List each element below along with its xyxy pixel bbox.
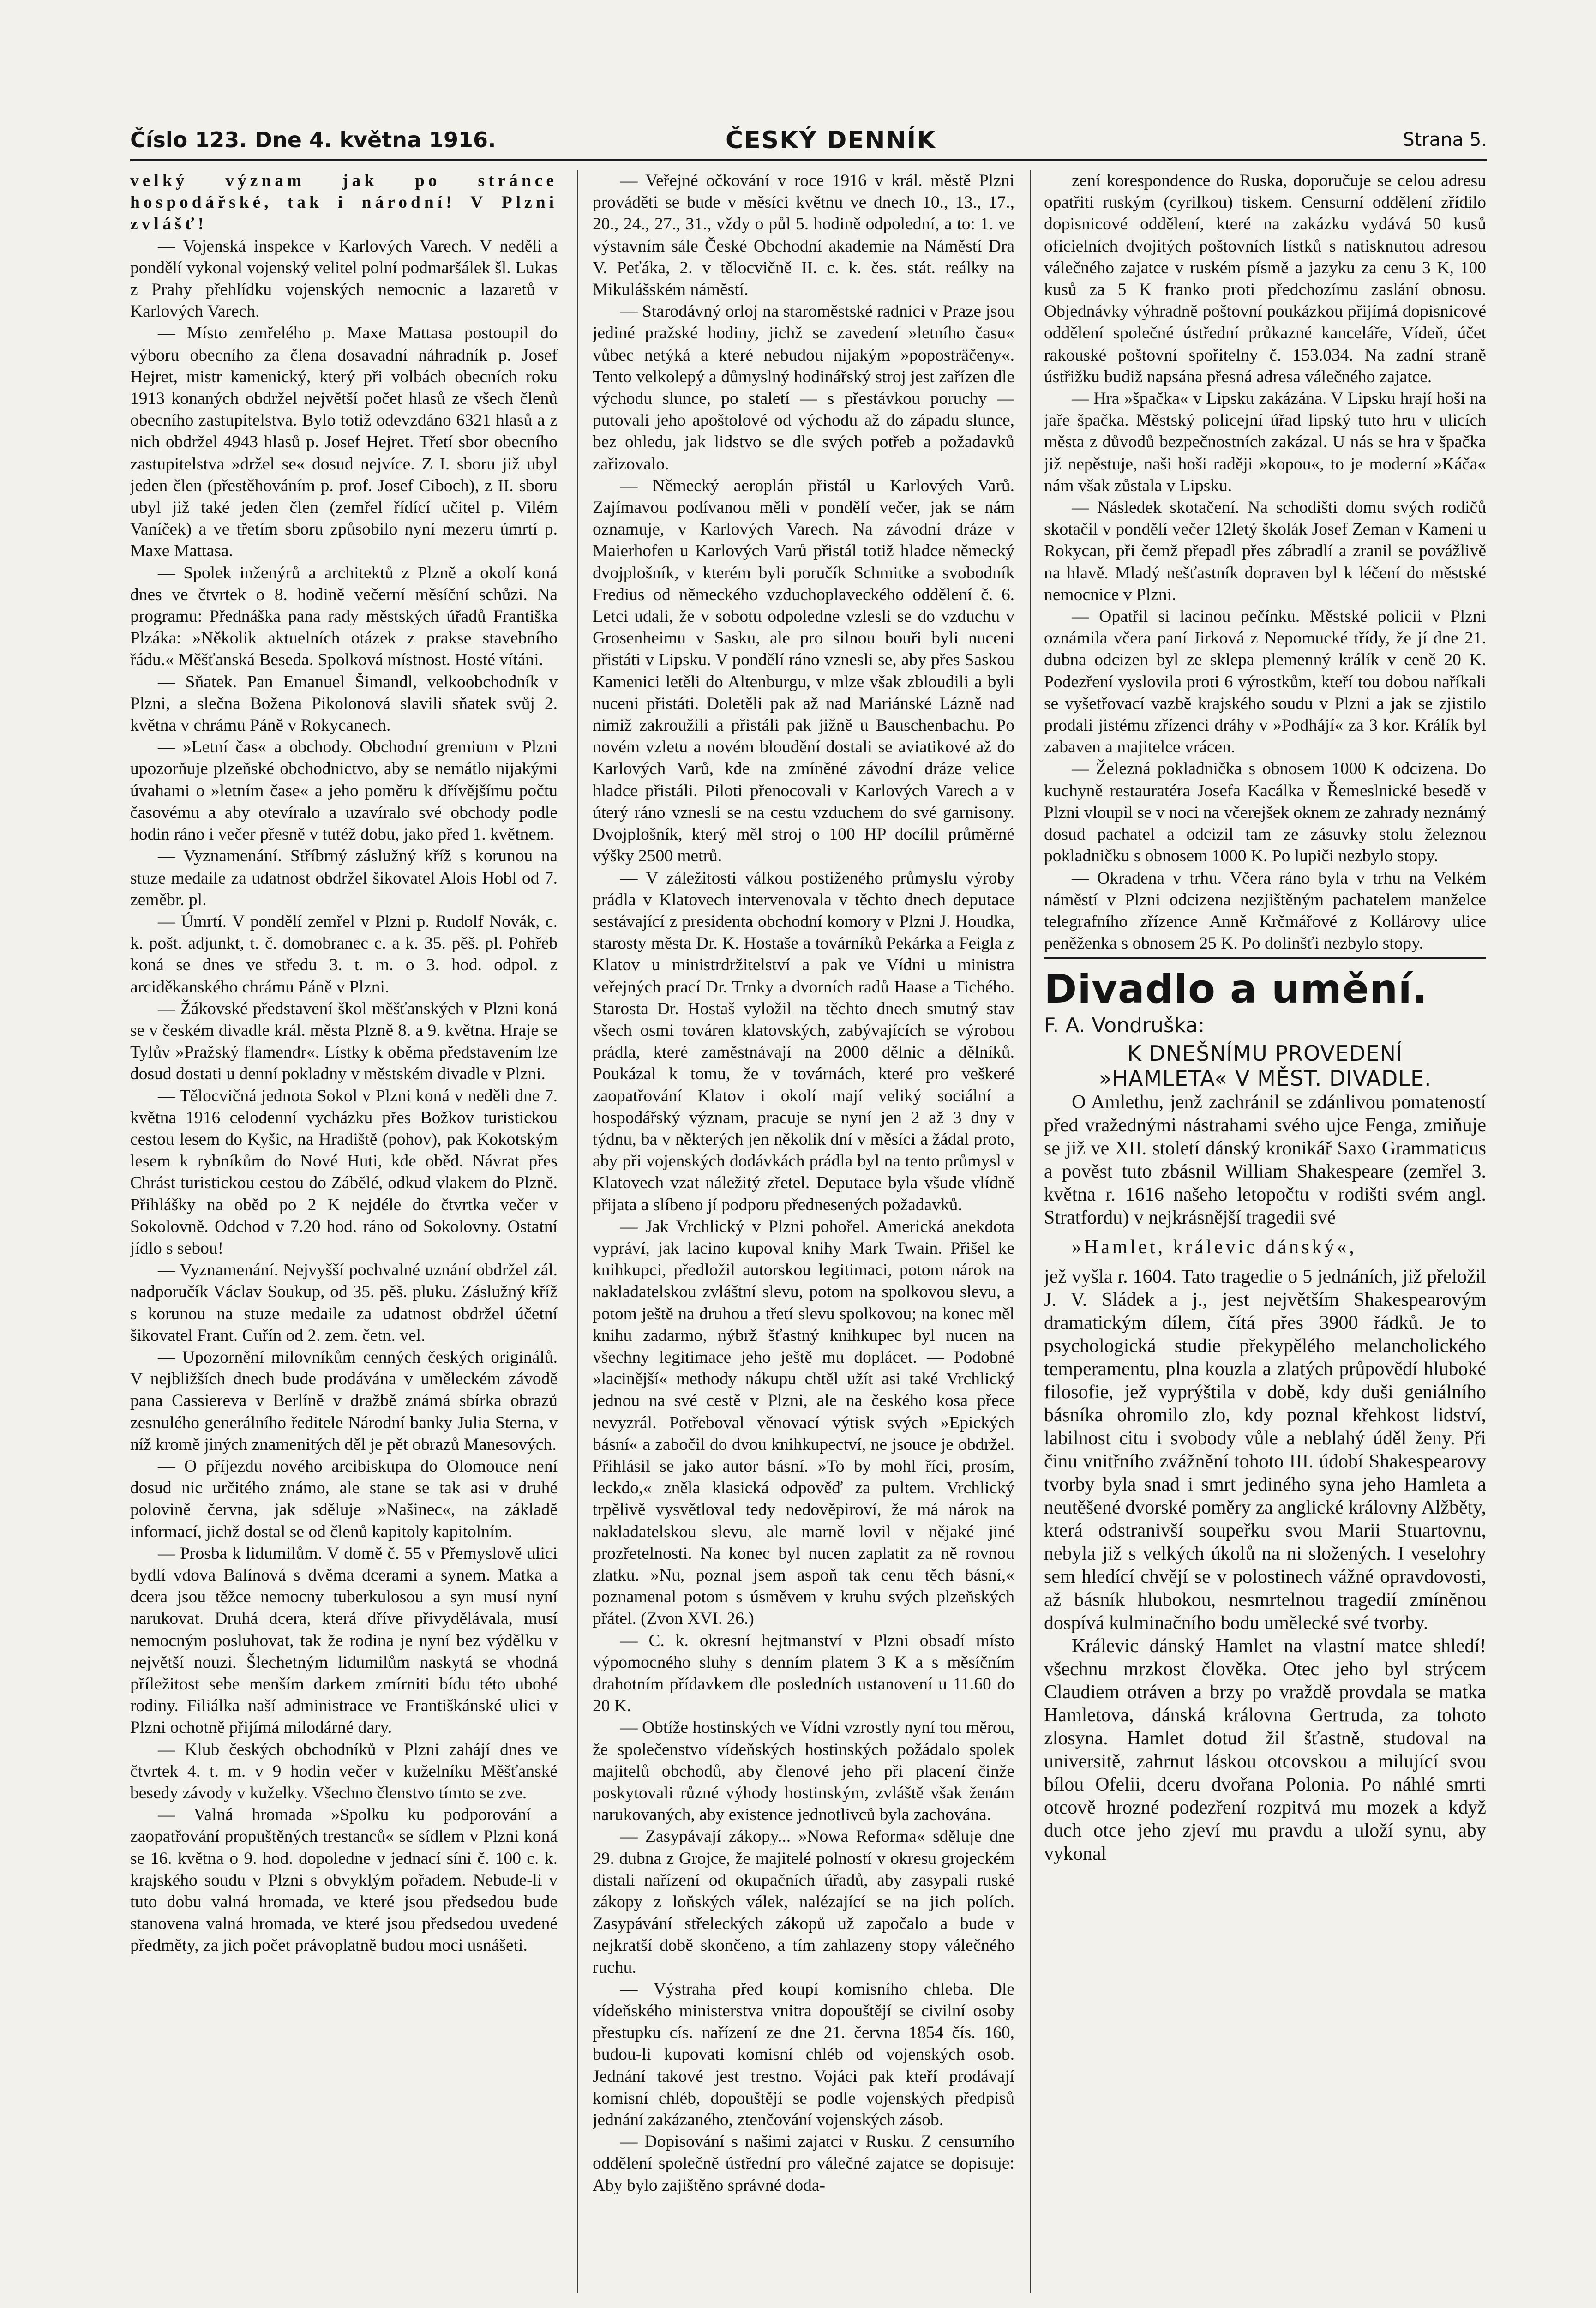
paragraph: — O příjezdu nového arcibiskupa do Olomouce není dosud nic určitého známo, ale stane se tak asi v druhé polovině června, jak sděluje »Našinec«, na základě informací, jichž dostal se od členů kapitoly kapitolním. bbox=[130, 1456, 558, 1541]
paragraph: — Místo zemřelého p. Maxe Mattasa postoupil do výboru obecního za člena dosavadní náhradník p. Josef Hejret, mistr kamenický, který při volbách obecních roku 1913 konaných obdržel největší počet hlasů ze všech členů obecního zastupitelstva. Bylo totiž odevzdáno 6321 hlasů a z nich obdržel 4943 hlasů p. Josef Hejret. Třetí sbor obecního zastupitelstva »držel se« dosud nejvíce. Z I. sboru již ubyl jeden člen (přestěhováním p. prof. Josef Ciboch), z II. sboru ubyl již také jeden člen (zemřel řídící učitel p. Vilém Vaníček) a ve třetím sboru způsobilo nyní mezeru úmrtí p. Maxe Mattasa. bbox=[130, 324, 558, 561]
paragraph: — Veřejné očkování v roce 1916 v král. městě Plzni prováděti se bude v měsíci květnu ve dnech 10., 13., 17., 20., 24., 27., 31., vždy o půl 5. hodině odpolední, a to: 1. ve výstavním sále České Obchodní akademie na Náměstí Dra V. Peťáka, 2. v tělocvičně II. c. k. čes. stát. reálky na Mikulášském náměstí. bbox=[593, 171, 1014, 300]
paragraph: — C. k. okresní hejtmanství v Plzni obsadí místo výpomocného sluhy s denním platem 3 K a s měsíčním drahotním přídavkem dle posledních ustanovení u 11.60 do 20 K. bbox=[593, 1631, 1014, 1716]
column-2 bbox=[593, 170, 1014, 2307]
article-headline: »HAMLETA« V MĚST. DIVADLE. bbox=[1098, 1066, 1432, 1091]
column-1 bbox=[130, 170, 558, 2307]
paragraph: — »Letní čas« a obchody. Obchodní gremium v Plzni upozorňuje plzeňské obchodnictvo, aby se nemátlo nijakými úvahami o »letním čase« a jeho poměru k dřívějšímu počtu časovému a aby otevíralo a uzavíralo své obchody podle hodin ráno i večer přesně v tutéž dobu, jako před 1. květnem. bbox=[130, 738, 558, 844]
paragraph: — Výstraha před koupí komisního chleba. Dle vídeňského ministerstva vnitra dopouštějí se civilní osoby přestupku cís. nařízení ze dne 21. června 1854 čís. 160, budou-li kupovati komisní chléb od vojenských osob. Jednání takové jest trestno. Vojáci pak kteří prodávají komisní chléb, dopouštějí se podle vojenských předpisů jednání zakázaného, ztenčování vojenských zásob. bbox=[593, 1979, 1014, 2130]
newspaper-title: ČESKÝ DENNÍK bbox=[726, 126, 936, 154]
page-number: Strana 5. bbox=[1403, 129, 1487, 150]
paragraph: — Opatřil si lacinou pečínku. Městské policii v Plzni oznámila včera paní Jirková z Nepomucké třídy, že jí dne 21. dubna odcizen byl ze sklepa plemenný králík v ceně 20 K. Podezření vyslovila proti 6 výrostkům, kteří tou dobou naříkali se vyšetřovací vazbě krajského soudu v Plzni a jak se zjistilo prodali jistému zřízenci dráhy v »Podhájí« za 3 kor. Králík byl zabaven a majitelce vrácen. bbox=[1044, 607, 1486, 757]
paragraph: — Německý aeroplán přistál u Karlových Varů. Zajímavou podívanou měli v pondělí večer, jak se nám oznamuje, v Karlových Varech. Na závodní dráze v Maierhofen u Karlových Varů přistál totiž hladce německý dvojplošník, v kterém byli poručík Schmitke a svobodník Fredius od německého vzduchoplaveckého oddělení č. 6. Letci udali, že v sobotu odpoledne vzlesli se do vzduchu v Grosenheimu v Sasku, ale pro silnou bouři byli nuceni přistáti v Lipsku. V pondělí ráno vznesli se, aby přes Saskou Kamenici letěli do Altenburgu, v mlze však zbloudili a byli nuceni přistáti. Doletěli pak až nad Mariánské Lázně nad nimiž zakroužili a přistáli pak jižně u Bauschenbachu. Po novém vzletu a novém bloudění dostali se aviatikové až do Karlových Varů, kde na zmíněné závodní dráze velice hladce přistáli. Piloti přenocovali v Karlových Varech a v úterý ráno vznesli se na cestu vzduchem do své garnisony. Dvojplošník, který měl stroj o 100 HP docílil průměrné výšky 2500 metrů. bbox=[593, 476, 1014, 866]
paragraph: — Starodávný orloj na staroměstské radnici v Praze jsou jediné pražské hodiny, jichž se zavedení »letního času« vůbec netýká a které nebudou nijakým »poposträčeny«. Tento velkolepý a důmyslný hodinářský stroj jest zařízen dle východu slunce, po staletí — s přestávkou poruchy — putovali jeho apoštolové od východu až do západu slunce, bez ohledu, jak lidstvo se dle svých potřeb a požadavků zařizovalo. bbox=[593, 302, 1014, 474]
paragraph: — Prosba k lidumilům. V domě č. 55 v Přemyslově ulici bydlí vdova Balínová s dvěma dcerami a synem. Matka a dcera jsou těžce nemocny tuberkulosou a syn musí nyní narukovat. Druhá dcera, která dříve přivydělávala, musí nemocným posluhovat, tak že rodina je nyní bez výdělku v největší nouzi. Šlechetným lidumilům naskytá se vhodná příležitost sebe menším darkem zmírniti bídu této ubohé rodiny. Filiálka naší administrace ve Františkánské ulici v Plzni ochotně přijímá milodárné dary. bbox=[130, 1544, 558, 1737]
column-divider bbox=[1030, 170, 1031, 2293]
theatre-article bbox=[1044, 1014, 1486, 1865]
paragraph: — Obtíže hostinských ve Vídni vzrostly nyní tou měrou, že společenstvo vídeňských hostinských požádalo spolek majitelů obchodů, aby členové jeho při placení činže poskytovali různé výhody hostinským, zvláště však ženám narukovaných, aby existence jednotlivců byla zachována. bbox=[593, 1718, 1014, 1825]
article-headline: K DNEŠNÍMU PROVEDENÍ bbox=[1127, 1041, 1403, 1066]
play-title: »Hamlet, králevic dánský«, bbox=[1072, 1237, 1357, 1258]
paragraph: — Jak Vrchlický v Plzni pohořel. Americká anekdota vypráví, jak lacino kupoval knihy Mark Twain. Přišel ke knihkupci, předložil autorskou legitimaci, potom nárok na nakladatelskou zvláštní slevu, potom na spolkovou slevu, a potom ještě na druhou a třetí slevu spolkovou; na konec měl knihu zadarmo, nýbrž šťastný knihkupec byl nucen na všechny legitimace jeho ještě mu doplácet. — Podobné »lacinější« methody nákupu chtěl užít asi také Vrchlický jednou na své cestě v Plzni, ale na českého kosa přece nevyzrál. Potřeboval věnovací výtisk svých »Epických básní« a zabočil do dvou knihkupectví, ne jsouce je obdržel. Přihlásil se jako autor básní. »To by mohl říci, prosím, leckdo,« zněla klasická odpověď za pultem. Vrchlický trpělivě vysvětloval tedy nedověpiroví, že má nárok na nakladatelskou slevu, ale marně lovil v nějaké jiné prozřetelnosti. Na konec byl nucen zaplatit za ně rovnou zlatku. »Nu, poznal jsem aspoň tak cenu těch básní,« poznamenal potom s úsměvem v kruhu svých plzeňských přátel. (Zvon XVI. 26.) bbox=[593, 1217, 1014, 1629]
paragraph: — Vyznamenání. Nejvyšší pochvalné uznání obdržel zál. nadporučík Václav Soukup, od 35. pěš. pluku. Záslužný kříž s korunou na stuze medaile za udatnost obdržel účetní šikovatel Frant. Cuřín od 2. zem. četn. vel. bbox=[130, 1261, 558, 1345]
paragraph: — Železná pokladnička s obnosem 1000 K odcizena. Do kuchyně restauratéra Josefa Kacálka v Řemeslnické besedě v Plzni vloupil se v noci na včerejšek oknem ze zahrady neznámý dosud pachatel a odcizil tam ze zásuvky stolu železnou pokladničku s obnosem 1000 K. Po lupiči nezbylo stopy. bbox=[1044, 759, 1486, 866]
paragraph: — Vojenská inspekce v Karlových Varech. V neděli a pondělí vykonal vojenský velitel polní podmaršálek šl. Lukas z Prahy přehlídku vojenských nemocnic a lazaretů v Karlových Varech. bbox=[130, 236, 558, 321]
paragraph: zení korespondence do Ruska, doporučuje se celou adresu opatřiti ruským (cyrilkou) tiskem. Censurní oddělení zřídilo dopisnicové oddělení, které na zakázku vydává 50 kusů oficielních dvojitých poštovních lístků s natisknutou adresou válečného zajatce v ruském písmě a jazyku za cenu 3 K, 100 kusů za 5 K franko proti předchozímu zaslání obnosu. Objednávky výhradně poštovní poukázkou přijímá dopisnicové oddělení společné ústřední průkazné kanceláře, Vídeň, účet rakouské poštovní spořitelny č. 153.034. Na zadní straně ústřižku budiž napsána přesná adresa válečného zajatce. bbox=[1044, 171, 1486, 386]
paragraph: — Spolek inženýrů a architektů z Plzně a okolí koná dnes ve čtvrtek o 8. hodině večerní měsíční schůzi. Na programu: Přednáška pana rady městských úřadů Františka Plzáka: »Několik aktuelních otázek z prakse stavebního řádu.« Měšťanská Beseda. Spolková místnost. Hosté vítáni. bbox=[130, 563, 558, 670]
paragraph: — Hra »špačka« v Lipsku zakázána. V Lipsku hrají hoši na jaře špačka. Městský policejní úřad lipský tuto hru v ulicích města z důvodů bezpečnostních zakázal. U nás se hra v špačka již nepěstuje, naši hoši raději »kopou«, to je moderní »Káča« nám však zůstala v Lipsku. bbox=[1044, 389, 1486, 495]
paragraph: — Klub českých obchodníků v Plzni zahájí dnes ve čtvrtek 4. t. m. v 9 hodin večer v kuželníku Měšťanské besedy závody v kuželky. Všechno členstvo tímto se zve. bbox=[130, 1740, 558, 1803]
paragraph: — Sňatek. Pan Emanuel Šimandl, velkoobchodník v Plzni, a slečna Božena Pikolonová slavili sňatek svůj 2. května v chrámu Páně v Rokycanech. bbox=[130, 672, 558, 735]
paragraph: — Valná hromada »Spolku ku podporování a zaopatřování propuštěných trestanců« se sídlem v Plzni koná se 16. května o 9. hod. dopoledne v jednací síni č. 100 c. k. krajského soudu v Plzni s obvyklým pořadem. Nebude-li v tuto dobu valná hromada, ve které jsou předsedou bude stanovena valná hromada, ve které jsou předsedou uvedené předměty, za jich počet právoplatně budou moci usnášeti. bbox=[130, 1805, 558, 1955]
paragraph: — Dopisování s našimi zajatci v Rusku. Z censurního oddělení společně ústřední pro válečné zajatce se dopisuje: Aby bylo zajištěno správné doda- bbox=[593, 2132, 1014, 2195]
paragraph: — V záležitosti válkou postiženého průmyslu výroby prádla v Klatovech intervenovala v těchto dnech deputace sestávající z presidenta obchodní komory v Plzni J. Houdka, starosty města Dr. K. Hostaše a továrníků Pekárka a Feigla z Klatov u ministrdržitelství a pak ve Vídni u ministra veřejných prací Dr. Trnky a dvorních radů Haase a Tichého. Starosta Dr. Hostaš vyložil na těchto dnech smutný stav všech osmi továren klatovských, zabývajících se výrobou prádla, které zaměstnávají na 2000 dělnic a dělníků. Poukázal k tomu, že v továrnách, které pro veškeré zaopatřování Klatov i okolí mají veliký sociální a hospodářský význam, pracuje se nyní jen 2 až 3 dny v týdnu, ba v některých jen několik dní v měsíci a žádal proto, aby při vojenských dodávkách prádla byl na tento průmysl v Klatovech vzat náležitý zřetel. Deputace byla všude vlídně přijata a slíbeno jí podporu přednesených požadavků. bbox=[593, 868, 1014, 1214]
section-rule bbox=[1044, 957, 1486, 959]
paragraph: — Upozornění milovníkům cenných českých originálů. V nejbližších dnech bude prodávána v uměleckém závodě pana Cassiereva v Berlíně v dražbě známá sbírka obrazů zesnulého generálního ředitele Národní banky Julia Sterna, v níž kromě jiných znamenitých děl je pět obrazů Manesových. bbox=[130, 1347, 558, 1454]
article-author: F. A. Vondruška: bbox=[1044, 1014, 1205, 1038]
section-title: Divadlo a umění. bbox=[1044, 966, 1428, 1013]
paragraph: jež vyšla r. 1604. Tato tragedie o 5 jednáních, již přeložil J. V. Sládek a j., jest největším Shakespearovým dramatickým dílem, čítá přes 3900 řádků. Je to psychologická studie překypělého melancholického temperamentu, plna kouzla a zlatých průpovědí hluboké filosofie, jež vyprýštila v době, kdy duši geniálního básníka ohromilo zlo, kdy poznal křehkost lidství, labilnost citu i svobody vůle a neblahý úděl ženy. Při činu vnitřního zvážnění tohoto III. údobí Shakespearovy tvorby byla snad i smrt jediného syna jeho Hamleta a neutěšené dvorské poměry za anglické královny Alžběty, která odstranivší soupeřku svou Marii Stuartovnu, nebyla již s velkých úkolů na ni složených. I veselohry sem hledící chvějí se v polostinech vážné opravdovosti, až básník hlubokou, nesmrtelnou tragedií zmíněnou dospívá kulminačního bodu umělecké své tvorby. bbox=[1044, 1266, 1486, 1634]
paragraph: — Následek skotačení. Na schodišti domu svých rodičů skotačil v pondělí večer 12letý školák Josef Zeman v Kameni u Rokycan, při čemž přepadl přes zábradlí a zranil se povážlivě na hlavě. Mladý nešťastník dopraven byl k léčení do městské nemocnice v Plzni. bbox=[1044, 498, 1486, 604]
paragraph: — Vyznamenání. Stříbrný záslužný kříž s korunou na stuze medaile za udatnost obdržel šikovatel Alois Hobl od 7. zeměbr. pl. bbox=[130, 847, 558, 909]
paragraph: velký význam jak po stránce hospodářské, tak i národní! V Plzni zvlášť! bbox=[130, 171, 558, 234]
paragraph: Králevic dánský Hamlet na vlastní matce shledí! všechnu mrzkost člověka. Otec jeho byl strýcem Claudiem otráven a brzy po vraždě provdala se matka Hamletova, dánská královna Gertruda, za tohoto zlosyna. Hamlet dotud žil šťastně, studoval na universitě, zahrnut láskou otcovskou a milující svou bílou Ofelii, dceru dvořana Polonia. Po náhlé smrti otcově hrozné podezření rozpitvá mu mozek a když duch otce jeho zjeví mu pravdu a uloží synu, aby vykonal bbox=[1044, 1635, 1486, 1865]
masthead-rule bbox=[130, 159, 1487, 161]
paragraph: — Okradena v trhu. Včera ráno byla v trhu na Velkém náměstí v Plzni odcizena nezjištěným pachatelem manželce telegrafního zřízence Anně Krčmářové z Kollárovy ulice peněženka s obnosem 25 K. Po dolinšťi nezbylo stopy. bbox=[1044, 868, 1486, 953]
paragraph: — Tělocvičná jednota Sokol v Plzni koná v neděli dne 7. května 1916 celodenní vycházku přes Božkov turistickou cestou lesem do Kyšic, na Hradiště (pohov), pak Kokotským lesem k rybníkům do Nové Huti, kde oběd. Návrat přes Chrást turistickou cestou do Zábělé, odkud vlakem do Plzně. Přihlášky na oběd po 2 K nejdéle do čtvrtka večer v Sokolovně. Odchod v 7.20 hod. ráno od Sokolovny. Ostatní jídlo s sebou! bbox=[130, 1086, 558, 1258]
column-divider bbox=[577, 170, 578, 2293]
paragraph: — Žákovské představení škol měšťanských v Plzni koná se v českém divadle král. města Plzně 8. a 9. května. Hraje se Tylův »Pražský flamendr«. Lístky k oběma představením lze dosud dostati u denní pokladny v městském divadle v Plzni. bbox=[130, 999, 558, 1084]
paragraph: — Úmrtí. V pondělí zemřel v Plzni p. Rudolf Novák, c. k. pošt. adjunkt, t. č. domobranec c. a k. 35. pěš. pl. Pohřeb koná se dnes ve středu 3. t. m. o 3. hod. odpol. z arciděkanského chrámu Páně v Plzni. bbox=[130, 912, 558, 997]
paragraph: — Zasypávají zákopy... »Nowa Reforma« sděluje dne 29. dubna z Grojce, že majitelé polností v okresu grojeckém distali nařízení od okupačních úřadů, aby zasypali ruské zákopy z loňských válek, nalézající se na jich polích. Zasypávání střeleckých zákopů už započalo a bude v nejkratší době skončeno, a tím zahlazeny stopy válečného ruchu. bbox=[593, 1827, 1014, 1977]
column-3 bbox=[1044, 170, 1486, 2307]
paragraph: O Amlethu, jenž zachránil se zdánlivou pomateností před vražednými nástrahami svého ujce Fenga, zmiňuje se již ve XII. století dánský kronikář Saxo Grammaticus a pověst tuto zbásnil William Shakespeare (zemřel 3. května r. 1616 našeho letopočtu v rodišti svém angl. Stratfordu) v nejkrásnější tragedii své bbox=[1044, 1092, 1486, 1229]
masthead bbox=[130, 127, 1487, 155]
issue-info: Číslo 123. Dne 4. května 1916. bbox=[130, 127, 496, 152]
